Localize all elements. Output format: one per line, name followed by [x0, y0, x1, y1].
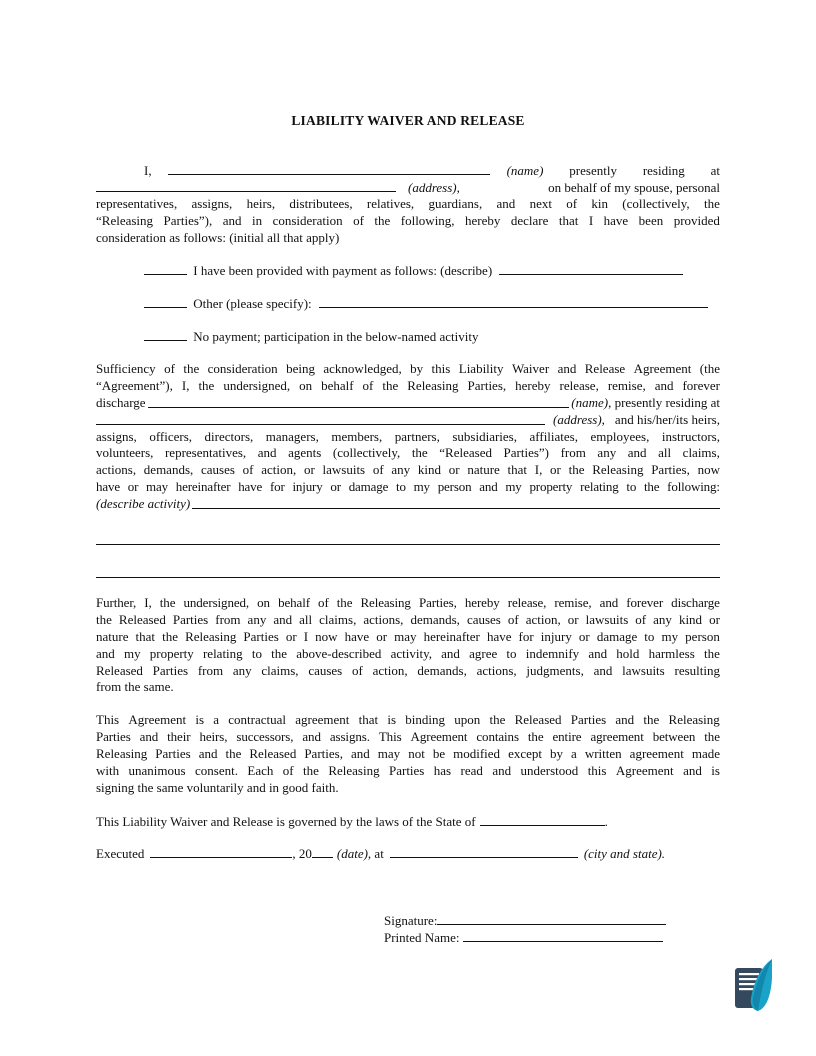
option-no-payment: No payment; participation in the below-named activity — [144, 328, 478, 345]
document-title: LIABILITY WAIVER AND RELEASE — [291, 113, 525, 128]
governing-law-line: This Liability Waiver and Release is governed by the laws of the State of . — [96, 814, 608, 829]
intro-paragraph: I, (name) presently residing at (address), on behalf of my spouse, personal representatives, assigns, heirs, distributees, relatives, guardians, and next of kin (collectively, the “Releasing Parties”), and in consideration of the following, hereby declare that I have been provided consideration as follows: (initial all that apply) — [96, 163, 720, 245]
execution-day-blank[interactable] — [150, 845, 292, 858]
text-line: Released Parties from any claims, causes of action, demands, actions, judgments, and lawsuits resulting — [96, 662, 720, 678]
text-line: the Released Parties from any and all claims, actions, demands, causes of action, or lawsuits of any kind or — [96, 611, 720, 627]
printed-name-row: Printed Name: — [384, 929, 663, 946]
pronoun-i: I, — [144, 163, 152, 178]
released-address-blank[interactable] — [96, 412, 545, 425]
initial-blank[interactable] — [144, 262, 187, 275]
text-line: consideration as follows: (initial all that apply) — [96, 229, 340, 245]
name-blank[interactable] — [168, 162, 490, 175]
option-payment: I have been provided with payment as follows: (describe) — [144, 262, 683, 279]
text-line: “Agreement”), I, the undersigned, on behalf of the Releasing Parties, hereby release, remise, and forever — [96, 377, 720, 393]
text-line: Sufficiency of the consideration being acknowledged, by this Liability Waiver and Release Agreement (the — [96, 361, 720, 376]
text-line: signing the same voluntarily and in good faith. — [96, 779, 339, 795]
release-paragraph: Sufficiency of the consideration being acknowledged, by this Liability Waiver and Release Agreement (the “Agreement”), I, the undersigned, on behalf of the Releasing Parties, hereby release, remise, and forever discharge (name) , presently residing at (address), and his/her/its heirs, assigns, officers, directors, managers, members, partners, subsidiaries, affiliates, employees, instructors, volunteers, representatives, and agents (collectively, the “Released Parties”) from any and all claims, actions, demands, causes of action, or lawsuits of any kind or nature that I, or the Releasing Parties, now have or may hereinafter have for injury or damage to my person and my property relating to the following: (describe activity) — [96, 361, 720, 512]
text-line: “Releasing Parties”), and in consideration of the following, hereby declare that I have been provided — [96, 212, 720, 228]
printed-name-blank[interactable] — [463, 929, 663, 942]
text-line: have or may hereinafter have for injury or damage to my person and my property relating to the following: — [96, 479, 720, 495]
initial-blank[interactable] — [144, 295, 187, 308]
activity-blank[interactable] — [192, 496, 720, 509]
name-hint: (name) — [571, 394, 609, 410]
agreement-paragraph — [96, 712, 720, 796]
option-other: Other (please specify): — [144, 295, 708, 312]
text-line: assigns, officers, directors, managers, members, partners, subsidiaries, affiliates, employees, instructors, — [96, 428, 720, 444]
payment-describe-blank[interactable] — [499, 262, 683, 275]
text-line: and my property relating to the above-described activity, and agree to indemnify and hold harmless the — [96, 645, 720, 661]
name-hint: (name) — [506, 163, 544, 178]
activity-hint: (describe activity) — [96, 496, 191, 512]
execution-year-blank[interactable] — [312, 845, 333, 858]
text-line: Releasing Parties and the Released Parties, and may not be modified except by a written agreement made — [96, 745, 720, 761]
activity-blank-line[interactable] — [96, 544, 720, 545]
released-name-blank[interactable] — [148, 395, 570, 408]
state-blank[interactable] — [480, 813, 605, 826]
further-release-paragraph — [96, 595, 720, 696]
text-line: representatives, assigns, heirs, distributees, relatives, guardians, and next of kin (collectively, the — [96, 195, 720, 211]
text-line: Parties and their heirs, successors, and assigns. This Agreement contains the entire agreement between the — [96, 728, 720, 744]
other-specify-blank[interactable] — [319, 295, 708, 308]
text-line: volunteers, representatives, and agents (collectively, the “Released Parties”) from any and all claims, — [96, 445, 720, 461]
signature-row: Signature: — [384, 912, 666, 929]
city-state-blank[interactable] — [390, 845, 578, 858]
initial-blank[interactable] — [144, 328, 187, 341]
text-line: Further, I, the undersigned, on behalf of the Releasing Parties, hereby release, remise, and forever discharge — [96, 595, 720, 610]
address-hint: (address), — [553, 411, 605, 427]
activity-blank-line[interactable] — [96, 577, 720, 578]
executed-line: Executed , 20 (date) , at (city and state). — [96, 846, 666, 861]
text-line: actions, demands, causes of action, or lawsuits of any kind or nature that I, or the Releasing Parties, now — [96, 462, 720, 478]
signature-blank[interactable] — [437, 912, 666, 925]
text-line: from the same. — [96, 679, 174, 695]
text-line: This Agreement is a contractual agreement that is binding upon the Released Parties and the Releasing — [96, 712, 720, 727]
address-blank[interactable] — [96, 179, 396, 192]
text-line: nature that the Releasing Parties or I now have or may hereinafter have for injury or damage to my person — [96, 628, 720, 644]
address-hint: (address), — [408, 179, 460, 195]
text-line: with unanimous consent. Each of the Releasing Parties has read and understood this Agreement and is — [96, 762, 720, 778]
document-logo-icon — [734, 958, 774, 1012]
